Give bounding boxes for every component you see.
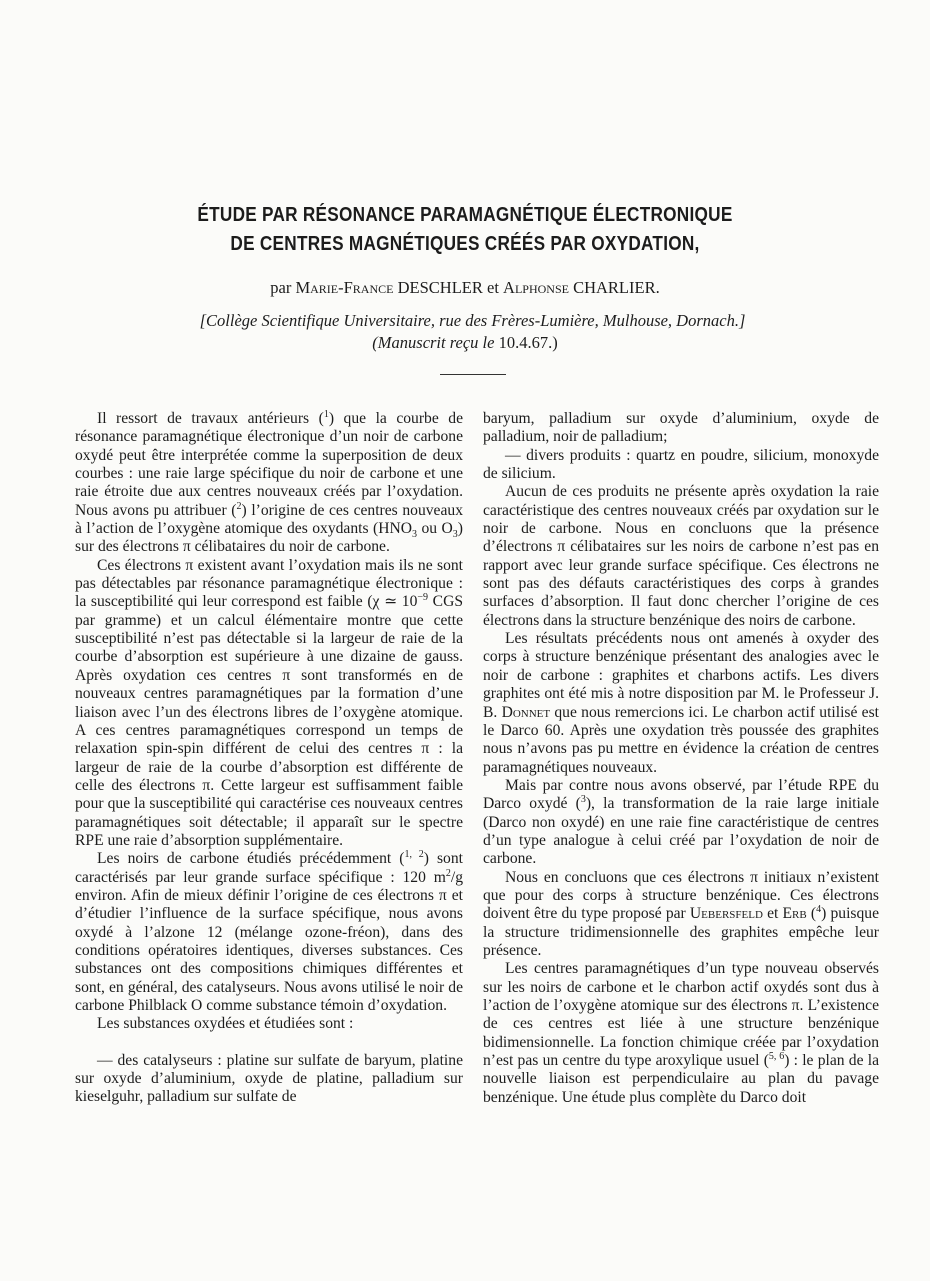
paragraph: Les centres paramagnétiques d’un type nouveau observés sur les noirs de carbone et le charbon actif oxydés sont dus à l’action de l’oxygène atomique sur des électrons π. L’existence de ces centres est liée à une structure benzénique bidimensionnelle. La fonction chimique créée par l’oxydation n’est pas un centre du type aroxylique usuel ($^{5, 6}$) : le plan de la nouvelle liaison est perpendiculaire au plan du pavage benzénique. Une étude plus complète du Darco doit xyxy=(483,960,880,1106)
right-column xyxy=(483,410,879,1107)
title-separator-rule xyxy=(440,374,506,375)
manuscript-received xyxy=(0,333,930,353)
paragraph: Ces électrons π existent avant l’oxydation mais ils ne sont pas détectables par résonance paramagnétique électronique : la susceptibilité qui leur correspond est faible (χ ≃ $10^{-9}$ CGS par gramme) et un calcul élémentaire montre que cette susceptibilité n’est pas détectable si la largeur de raie de la courbe d’absorption est supérieure à une dizaine de gauss. Après oxydation ces centres π sont transformés en de nouveaux centres paramagnétiques par la formation d’une liaison avec l’un des électrons libres de l’oxygène atomique. A ces centres paramagnétiques correspond un temps de relaxation spin-spin différent de celui des centres π : la largeur de raie de la courbe d’absorption est différente de celle des électrons π. Cette largeur est suffisamment faible pour que la susceptibilité qui caractérise ces nouveaux centres paramagnétiques soit détectable; il apparaît sur le spectre RPE une raie d’absorption supplémentaire. xyxy=(75,556,464,849)
left-column xyxy=(75,410,463,1107)
received-date: 10.4.67.) xyxy=(498,333,558,352)
paragraph: Nous en concluons que ces électrons π initiaux n’existent que pour des corps à structure benzénique. Ces électrons doivent être du type proposé par Uebersfeld et Erb ($^4$) puisque la structure tridimensionnelle des graphites empêche leur présence. xyxy=(483,868,879,959)
author-1-last-name: DESCHLER xyxy=(397,278,483,297)
article-authors xyxy=(0,278,930,298)
article-title-line-2: DE CENTRES MAGNÉTIQUES CRÉÉS PAR OXYDATION, xyxy=(230,233,700,255)
paragraph: Aucun de ces produits ne présente après oxydation la raie caractéristique des centres nouveaux créés par oxydation sur le noir de carbone. Nous en concluons que la présence d’électrons π célibataires sur les noirs de carbone n’est pas en rapport avec leur grande surface spécifique. Ces électrons ne sont pas des défauts caractéristiques des corps à grandes surfaces d’absorption. Il faut donc chercher l’origine de ces électrons dans la structure benzénique des noirs de carbone. xyxy=(483,483,879,629)
authors-et: et xyxy=(487,278,499,297)
article-title-line-1: ÉTUDE PAR RÉSONANCE PARAMAGNÉTIQUE ÉLECTRONIQUE xyxy=(197,204,733,226)
paragraph: baryum, palladium sur oxyde d’aluminium, oxyde de palladium, noir de palladium; xyxy=(483,410,879,446)
paragraph: Il ressort de travaux antérieurs ($^1$) que la courbe de résonance paramagnétique électronique d’un noir de carbone oxydé peut être interprétée comme la superposition de deux courbes : une raie large spécifique du noir de carbone et une raie étroite due aux centres nouveaux créés par l’oxydation. Nous avons pu attribuer ($^2$) l’origine de ces centres nouveaux à l’action de l’oxygène atomique des oxydants ($HNO_3$ ou $O_3$) sur des électrons π célibataires du noir de carbone. xyxy=(75,408,463,556)
paragraph: Mais par contre nous avons observé, par l’étude RPE du Darco oxydé ($^3$), la transformation de la raie large initiale (Darco non oxydé) en une raie fine caractéristique de centres d’un type analogue à celui créé par l’oxydation de noir de carbone. xyxy=(483,776,879,868)
author-1-first-name: Marie-France xyxy=(295,278,394,297)
author-2-first-name: Alphonse xyxy=(503,278,569,297)
list-item: — divers produits : quartz en poudre, silicium, monoxyde de silicium. xyxy=(483,446,879,483)
author-2-last-name: CHARLIER. xyxy=(573,278,660,297)
author-affiliation: [Collège Scientifique Universitaire, rue des Frères-Lumière, Mulhouse, Dornach.] xyxy=(199,311,746,330)
paragraph: Les noirs de carbone étudiés précédemment ($^{1, 2}$) sont caractérisés par leur grande surface spécifique : 120 $m^2/g$ environ. Afin de mieux définir l’origine de ces électrons π et d’étudier l’influence de la surface spécifique, nous avons oxydé à l’alzone 12 (mélange ozone-fréon), dans des conditions opératoires identiques, diverses substances. Ces substances ont des compositions chimiques différentes et sont, en général, des catalyseurs. Nous avons utilisé le noir de carbone Philblack O comme substance témoin d’oxydation. xyxy=(75,849,464,1014)
paragraph: Les substances oxydées et étudiées sont : xyxy=(97,1015,354,1033)
authors-par: par xyxy=(270,278,292,297)
paragraph: Les résultats précédents nous ont amenés à oxyder des corps à structure benzénique présentant des analogies avec le noir de carbone : graphites et charbons actifs. Les divers graphites ont été mis à notre disposition par M. le Professeur J. B. Donnet que nous remercions ici. Le charbon actif utilisé est le Darco 60. Après une oxydation très poussée des graphites nous n’avons pas pu mettre en évidence la création de centres paramagnétiques nouveaux. xyxy=(483,630,879,776)
received-label: (Manuscrit reçu le xyxy=(372,333,495,352)
list-item: — des catalyseurs : platine sur sulfate de baryum, platine sur oxyde d’aluminium, oxyde de platine, palladium sur kieselguhr, palladium sur sulfate de xyxy=(75,1051,463,1106)
